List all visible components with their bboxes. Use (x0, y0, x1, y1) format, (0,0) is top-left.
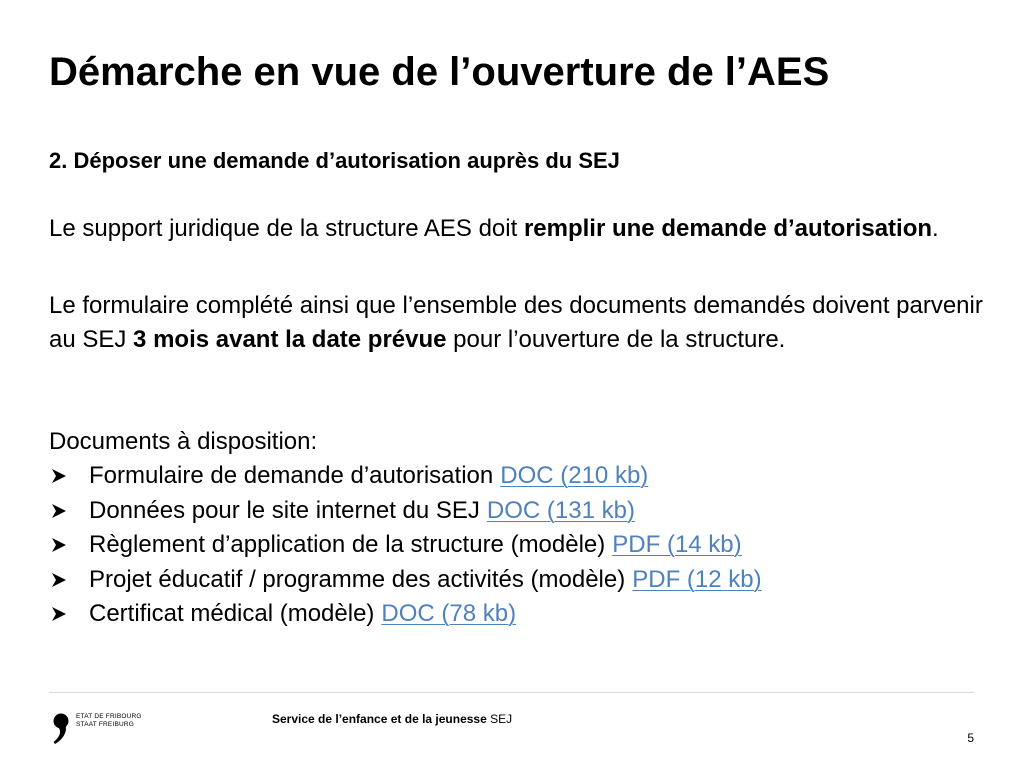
arrow-bullet-icon (51, 572, 67, 588)
footer-divider (49, 692, 974, 693)
state-logo-text (76, 713, 142, 729)
document-label: Formulaire de demande d’autorisation (89, 462, 494, 490)
arrow-bullet-icon (51, 606, 67, 622)
document-link[interactable]: DOC (131 kb) (486, 496, 635, 524)
paragraph-text: Le formulaire complété ainsi que l’ensemble des documents demandés doivent parvenir au SEJ (49, 292, 983, 353)
page-number: 5 (967, 731, 974, 745)
paragraph-text: pour l’ouverture de la structure. (446, 326, 786, 353)
document-label: Certificat médical (modèle) (89, 600, 375, 628)
document-label: Règlement d’application de la structure (modèle) (89, 531, 606, 559)
document-label: Projet éducatif / programme des activités (modèle) (89, 565, 626, 593)
documents-heading: Documents à disposition: (49, 428, 318, 455)
list-item (49, 528, 762, 563)
paragraph-emphasis: remplir une demande d’autorisation (523, 215, 933, 242)
list-item (49, 563, 762, 598)
document-link[interactable]: DOC (210 kb) (500, 462, 649, 490)
paragraph-requirement (49, 212, 989, 246)
document-link[interactable]: DOC (78 kb) (381, 600, 517, 628)
documents-list (49, 459, 762, 632)
document-link[interactable]: PDF (12 kb) (632, 565, 762, 593)
paragraph-text: . (932, 215, 939, 242)
slide-title: Démarche en vue de l’ouverture de l’AES (49, 50, 830, 94)
paragraph-emphasis: 3 mois avant la date prévue (133, 326, 447, 353)
service-full-name: Service de l’enfance et de la jeunesse (272, 712, 487, 726)
list-item (49, 597, 762, 632)
document-link[interactable]: PDF (14 kb) (612, 531, 742, 559)
paragraph-deadline (49, 289, 989, 357)
list-item (49, 494, 762, 529)
document-label: Données pour le site internet du SEJ (89, 496, 480, 524)
logo-line: ETAT DE FRIBOURG (76, 713, 142, 720)
arrow-bullet-icon (51, 468, 67, 484)
fribourg-comma-logo-icon (52, 713, 70, 745)
paragraph-text: Le support juridique de la structure AES doit (49, 215, 524, 242)
arrow-bullet-icon (51, 503, 67, 519)
list-item (49, 459, 762, 494)
service-name (272, 711, 512, 727)
arrow-bullet-icon (51, 537, 67, 553)
service-abbreviation: SEJ (486, 712, 513, 726)
section-subtitle: 2. Déposer une demande d’autorisation auprès du SEJ (49, 148, 620, 173)
logo-line: STAAT FREIBURG (76, 721, 135, 728)
